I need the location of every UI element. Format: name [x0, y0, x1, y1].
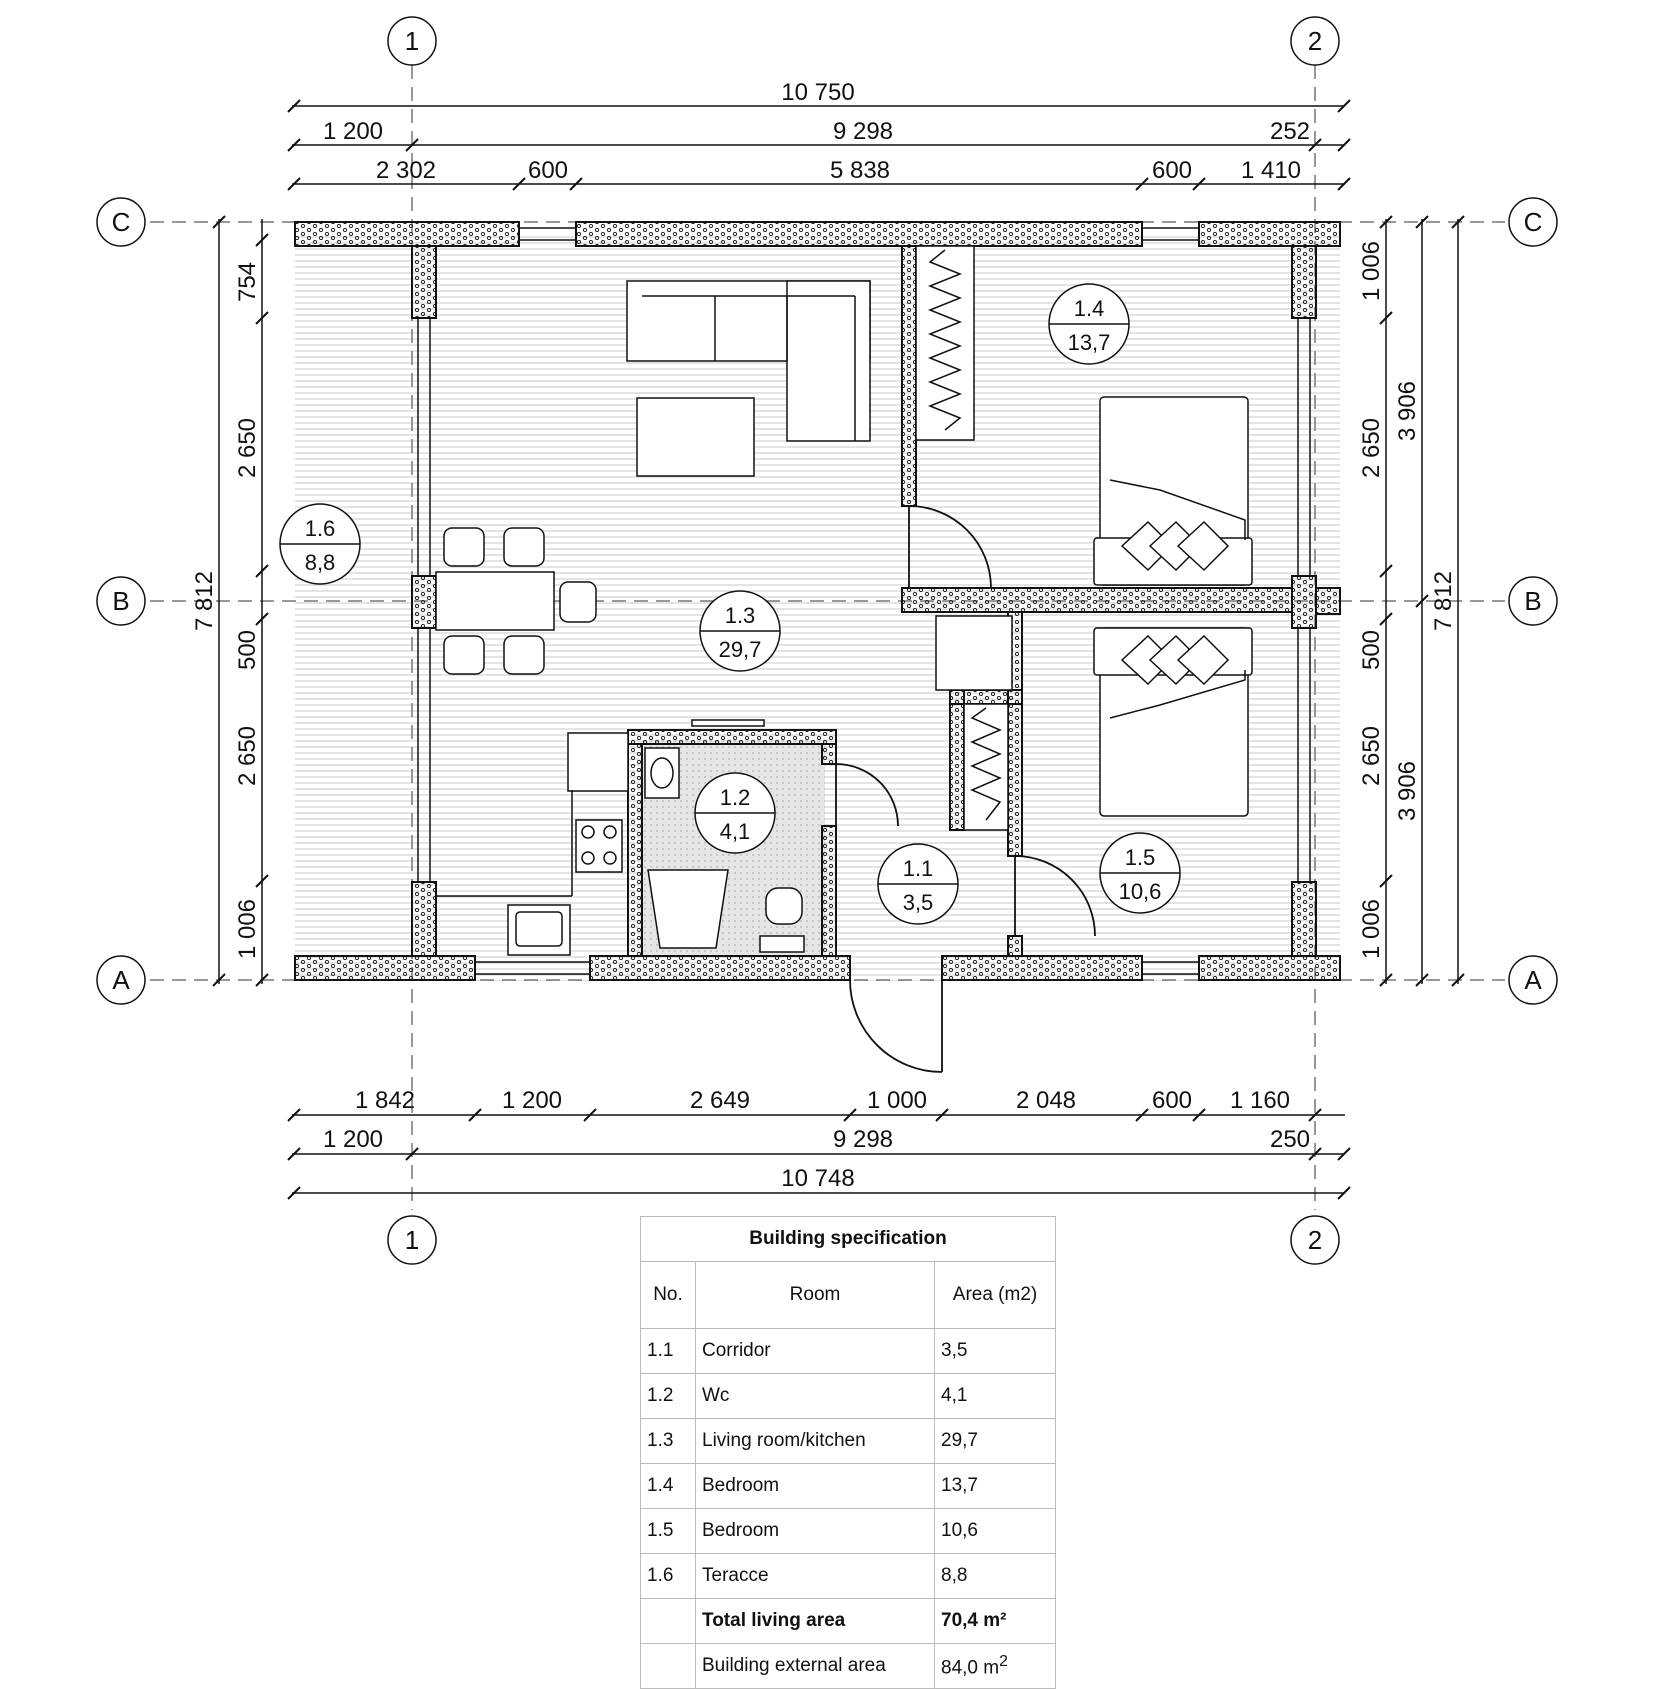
axis-bubble-b-right [1509, 577, 1557, 625]
axis-bubble-c-left [97, 198, 145, 246]
spec-header-no: No. [641, 1262, 696, 1329]
dim-left-inner: 2 650 [234, 725, 261, 787]
dim-bottom-inner: 2 649 [689, 1087, 751, 1114]
svg-text:A: A [1524, 965, 1542, 995]
axis-bubble-c-right [1509, 198, 1557, 246]
spec-row-area: 10,6 [935, 1509, 1056, 1554]
dim-top-inner: 600 [1151, 157, 1193, 184]
dim-top-inner: 2 302 [375, 157, 437, 184]
bed-1 [1094, 397, 1252, 585]
spec-external-no [641, 1644, 696, 1689]
table-row-external [641, 1644, 1056, 1689]
axis-bubble-1-top [388, 17, 436, 65]
svg-text:1.4: 1.4 [1073, 296, 1105, 321]
axis-bubble-a-left [97, 956, 145, 1004]
spec-row-room: Teracce [696, 1554, 935, 1599]
spec-row-room: Corridor [696, 1329, 935, 1374]
table-row [641, 1509, 1056, 1554]
svg-text:10,6: 10,6 [1118, 879, 1162, 904]
svg-text:1.5: 1.5 [1124, 845, 1156, 870]
svg-text:2: 2 [1307, 26, 1323, 56]
spec-row-no: 1.5 [641, 1509, 696, 1554]
table-row [641, 1554, 1056, 1599]
spec-external-value-number: 84,0 m [941, 1657, 1000, 1679]
dim-right-inner: 2 650 [1358, 725, 1385, 787]
table-row [641, 1464, 1056, 1509]
svg-text:A: A [112, 965, 130, 995]
dim-top-mid: 1 200 [322, 118, 384, 145]
dim-left-overall: 7 812 [191, 570, 218, 632]
dim-top-mid: 252 [1269, 118, 1311, 145]
axis-bubble-a-right [1509, 956, 1557, 1004]
svg-text:1.6: 1.6 [304, 516, 336, 541]
spec-row-area: 4,1 [935, 1374, 1056, 1419]
dim-left-inner: 2 650 [234, 417, 261, 479]
dim-left-inner: 500 [234, 629, 261, 671]
svg-text:8,8: 8,8 [304, 550, 336, 575]
table-row [641, 1329, 1056, 1374]
dim-bottom-mid: 9 298 [832, 1126, 894, 1153]
spec-title: Building specification [641, 1217, 1056, 1262]
wardrobe-2 [964, 704, 1008, 830]
dim-right-inner: 1 006 [1358, 898, 1385, 960]
spec-row-no: 1.6 [641, 1554, 696, 1599]
spec-row-area: 13,7 [935, 1464, 1056, 1509]
axis-bubble-2-top [1291, 17, 1339, 65]
dim-bottom-inner: 1 160 [1229, 1087, 1291, 1114]
dim-top-inner: 600 [527, 157, 569, 184]
svg-text:4,1: 4,1 [719, 819, 751, 844]
table-row [641, 1419, 1056, 1464]
dim-right-overall: 7 812 [1430, 570, 1457, 632]
room-tag-1-5 [1100, 833, 1180, 913]
dim-top-inner: 5 838 [829, 157, 891, 184]
dim-right-mid: 3 906 [1394, 380, 1421, 442]
spec-header-area: Area (m2) [935, 1262, 1056, 1329]
room-tag-1-2 [695, 773, 775, 853]
svg-text:1.1: 1.1 [902, 856, 934, 881]
dim-top-overall: 10 750 [781, 79, 855, 106]
building-specification-table [640, 1216, 1056, 1689]
dim-bottom-inner: 1 842 [354, 1087, 416, 1114]
svg-text:C: C [1523, 207, 1543, 237]
dim-right-inner: 500 [1358, 629, 1385, 671]
table-row [641, 1374, 1056, 1419]
dim-bottom-inner: 1 000 [866, 1087, 928, 1114]
spec-row-no: 1.3 [641, 1419, 696, 1464]
spec-row-area: 3,5 [935, 1329, 1056, 1374]
fridge [936, 616, 1012, 690]
svg-text:29,7: 29,7 [718, 637, 762, 662]
svg-text:B: B [112, 586, 130, 616]
spec-row-room: Bedroom [696, 1509, 935, 1554]
spec-external-label: Building external area [696, 1644, 935, 1689]
room-tag-1-4 [1049, 284, 1129, 364]
spec-row-room: Bedroom [696, 1464, 935, 1509]
table-row-total [641, 1599, 1056, 1644]
dim-bottom-overall: 10 748 [781, 1165, 855, 1192]
svg-text:2: 2 [1307, 1225, 1323, 1255]
svg-text:1: 1 [404, 1225, 420, 1255]
room-tag-1-3 [700, 591, 780, 671]
spec-row-area: 8,8 [935, 1554, 1056, 1599]
dim-bottom-inner: 2 048 [1015, 1087, 1077, 1114]
dim-bottom-inner: 600 [1151, 1087, 1193, 1114]
spec-row-room: Wc [696, 1374, 935, 1419]
spec-row-no: 1.4 [641, 1464, 696, 1509]
svg-text:3,5: 3,5 [902, 890, 934, 915]
dim-right-inner: 2 650 [1358, 417, 1385, 479]
dim-left-inner: 1 006 [234, 898, 261, 960]
spec-external-unit-superscript: 2 [999, 1652, 1008, 1670]
dim-bottom-mid: 250 [1269, 1126, 1311, 1153]
svg-text:1.3: 1.3 [724, 603, 756, 628]
svg-text:C: C [111, 207, 131, 237]
svg-text:B: B [1524, 586, 1542, 616]
spec-row-no: 1.2 [641, 1374, 696, 1419]
axis-bubble-b-left [97, 577, 145, 625]
room-tag-1-1 [878, 844, 958, 924]
dim-bottom-inner: 1 200 [501, 1087, 563, 1114]
coffee-table [637, 398, 754, 476]
svg-text:1.2: 1.2 [719, 785, 751, 810]
dim-top-inner: 1 410 [1240, 157, 1302, 184]
bed-2 [1094, 628, 1252, 816]
axis-bubble-1-bottom [388, 1216, 436, 1264]
dim-right-inner: 1 006 [1358, 240, 1385, 302]
spec-total-value: 70,4 m² [935, 1599, 1056, 1644]
spec-total-no [641, 1599, 696, 1644]
room-tag-1-6 [280, 504, 360, 584]
axis-bubble-2-bottom [1291, 1216, 1339, 1264]
dim-bottom-mid: 1 200 [322, 1126, 384, 1153]
dim-right-mid: 3 906 [1394, 760, 1421, 822]
spec-row-room: Living room/kitchen [696, 1419, 935, 1464]
spec-total-label: Total living area [696, 1599, 935, 1644]
spec-header-room: Room [696, 1262, 935, 1329]
dim-top-mid: 9 298 [832, 118, 894, 145]
spec-external-value [935, 1644, 1056, 1689]
svg-text:13,7: 13,7 [1067, 330, 1111, 355]
dim-left-inner: 754 [234, 261, 261, 303]
wardrobe-1 [916, 246, 974, 440]
spec-row-area: 29,7 [935, 1419, 1056, 1464]
spec-row-no: 1.1 [641, 1329, 696, 1374]
svg-text:1: 1 [404, 26, 420, 56]
